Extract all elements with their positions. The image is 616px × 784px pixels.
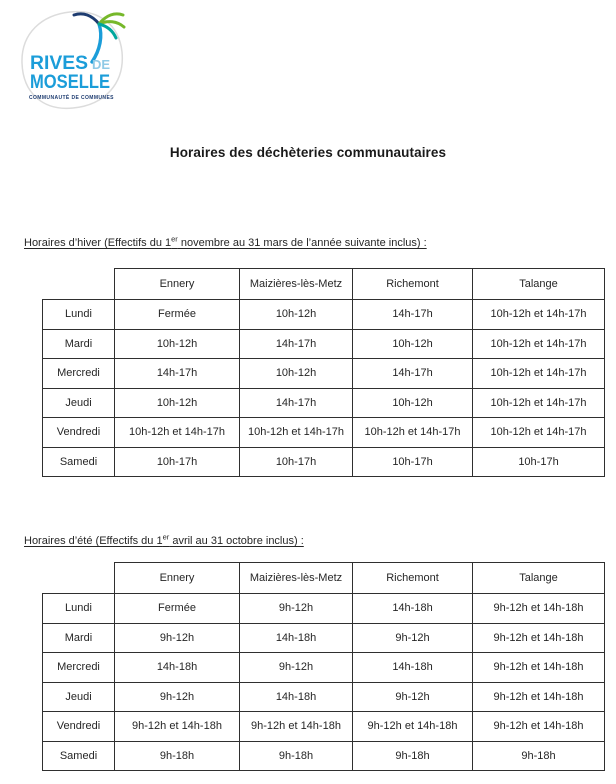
logo-word-de: DE	[92, 57, 111, 72]
winter-section-heading	[24, 234, 427, 249]
hours-cell: 10h-17h	[473, 447, 605, 477]
hours-cell: 10h-12h	[240, 300, 353, 330]
hours-cell: 14h-18h	[353, 594, 473, 624]
hours-cell: 9h-12h et 14h-18h	[473, 712, 605, 742]
table-row	[43, 329, 605, 359]
rives-de-moselle-logo	[16, 8, 128, 110]
hours-cell: 10h-12h	[115, 329, 240, 359]
day-cell: Mardi	[43, 329, 115, 359]
table-row	[43, 653, 605, 683]
summer-section-heading	[24, 532, 304, 547]
hours-cell: 10h-12h	[115, 388, 240, 418]
table-row	[43, 447, 605, 477]
hours-cell: 9h-12h	[115, 682, 240, 712]
hours-cell: 14h-18h	[353, 653, 473, 683]
table-row	[43, 388, 605, 418]
hours-cell: 10h-17h	[115, 447, 240, 477]
table-row	[43, 712, 605, 742]
hours-cell: 10h-12h	[240, 359, 353, 389]
table-row	[43, 623, 605, 653]
summer-heading-text: Horaires d’été (Effectifs du 1	[24, 535, 163, 547]
day-cell: Jeudi	[43, 388, 115, 418]
table-row	[43, 594, 605, 624]
hours-cell: 10h-17h	[240, 447, 353, 477]
winter-heading-suffix: novembre au 31 mars de l’année suivante inclus) :	[177, 237, 427, 249]
hours-cell: 10h-12h et 14h-17h	[240, 418, 353, 448]
hours-cell: 10h-17h	[353, 447, 473, 477]
day-cell: Mercredi	[43, 653, 115, 683]
winter-hours-table	[42, 268, 605, 477]
column-header-ennery: Ennery	[115, 269, 240, 300]
day-cell: Vendredi	[43, 712, 115, 742]
column-header-maizieres: Maizières-lès-Metz	[240, 269, 353, 300]
table-row	[43, 359, 605, 389]
hours-cell: 10h-12h et 14h-17h	[473, 329, 605, 359]
hours-cell: 14h-17h	[353, 300, 473, 330]
day-cell: Jeudi	[43, 682, 115, 712]
hours-cell: 14h-17h	[240, 388, 353, 418]
summer-heading-suffix: avril au 31 octobre inclus) :	[169, 535, 304, 547]
hours-cell: 9h-12h	[115, 623, 240, 653]
hours-cell: 10h-12h	[353, 388, 473, 418]
hours-cell: 14h-18h	[115, 653, 240, 683]
column-header-richemont: Richemont	[353, 563, 473, 594]
hours-cell: 9h-12h	[353, 682, 473, 712]
table-row	[43, 418, 605, 448]
hours-cell: 14h-18h	[240, 682, 353, 712]
corner-cell	[43, 563, 115, 594]
day-cell: Lundi	[43, 594, 115, 624]
hours-cell: 9h-18h	[115, 741, 240, 771]
winter-heading-text: Horaires d’hiver (Effectifs du 1	[24, 237, 172, 249]
summer-heading-superscript: er	[162, 532, 170, 542]
hours-cell: 10h-12h et 14h-17h	[473, 388, 605, 418]
day-cell: Vendredi	[43, 418, 115, 448]
hours-cell: 9h-18h	[240, 741, 353, 771]
winter-heading-superscript: er	[171, 234, 178, 244]
hours-cell: 9h-12h	[240, 653, 353, 683]
hours-cell: 10h-12h et 14h-17h	[353, 418, 473, 448]
hours-cell: Fermée	[115, 594, 240, 624]
hours-cell: 9h-12h	[240, 594, 353, 624]
hours-cell: 14h-17h	[353, 359, 473, 389]
hours-cell: 9h-12h et 14h-18h	[240, 712, 353, 742]
hours-cell: 9h-12h et 14h-18h	[473, 623, 605, 653]
hours-cell: 9h-12h et 14h-18h	[353, 712, 473, 742]
summer-hours-table	[42, 562, 605, 771]
hours-cell: 9h-12h et 14h-18h	[115, 712, 240, 742]
hours-cell: 10h-12h et 14h-17h	[115, 418, 240, 448]
hours-cell: 10h-12h	[353, 329, 473, 359]
table-row	[43, 741, 605, 771]
day-cell: Lundi	[43, 300, 115, 330]
hours-cell: 9h-12h et 14h-18h	[473, 653, 605, 683]
hours-cell: 9h-18h	[353, 741, 473, 771]
hours-cell: 9h-18h	[473, 741, 605, 771]
hours-cell: 9h-12h et 14h-18h	[473, 594, 605, 624]
hours-cell: 9h-12h	[353, 623, 473, 653]
column-header-talange: Talange	[473, 563, 605, 594]
day-cell: Mercredi	[43, 359, 115, 389]
page-title: Horaires des déchèteries communautaires	[169, 145, 447, 160]
table-row	[43, 300, 605, 330]
day-cell: Samedi	[43, 447, 115, 477]
logo-word-rives: RIVES	[30, 53, 88, 74]
column-header-ennery: Ennery	[115, 563, 240, 594]
summer-header-row	[43, 563, 605, 594]
column-header-talange: Talange	[473, 269, 605, 300]
day-cell: Samedi	[43, 741, 115, 771]
column-header-richemont: Richemont	[353, 269, 473, 300]
corner-cell	[43, 269, 115, 300]
hours-cell: 9h-12h et 14h-18h	[473, 682, 605, 712]
hours-cell: 14h-17h	[240, 329, 353, 359]
hours-cell: 14h-17h	[115, 359, 240, 389]
winter-header-row	[43, 269, 605, 300]
day-cell: Mardi	[43, 623, 115, 653]
table-row	[43, 682, 605, 712]
logo-subtitle: COMMUNAUTÉ DE COMMUNES	[29, 95, 114, 101]
logo-word-moselle: MOSELLE	[30, 72, 110, 93]
hours-cell: Fermée	[115, 300, 240, 330]
column-header-maizieres: Maizières-lès-Metz	[240, 563, 353, 594]
hours-cell: 10h-12h et 14h-17h	[473, 359, 605, 389]
hours-cell: 10h-12h et 14h-17h	[473, 300, 605, 330]
hours-cell: 10h-12h et 14h-17h	[473, 418, 605, 448]
hours-cell: 14h-18h	[240, 623, 353, 653]
